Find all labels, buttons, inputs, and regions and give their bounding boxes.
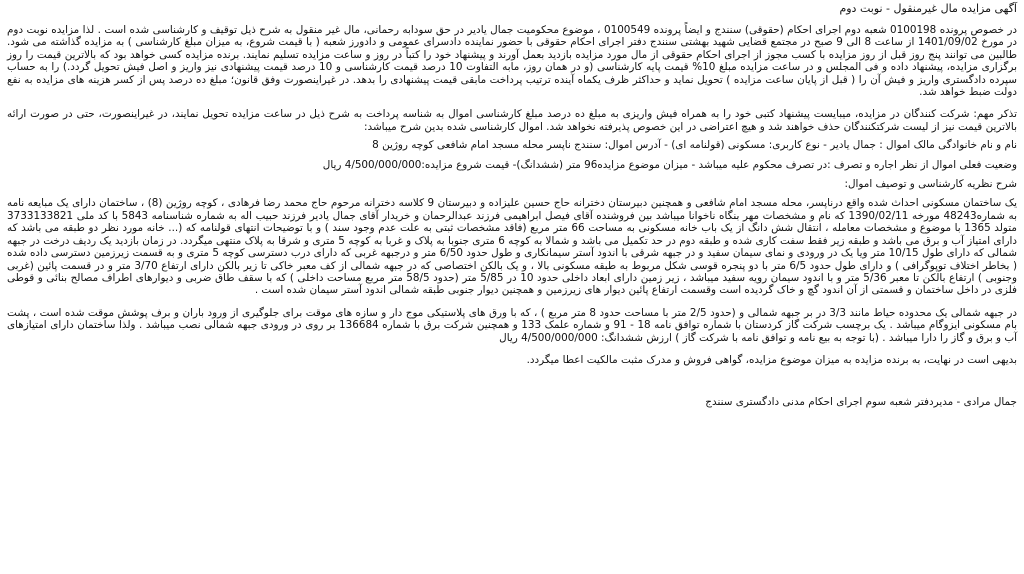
notice-title: آگهی مزایده مال غیرمنقول - نوبت دوم: [839, 2, 1017, 15]
intro-paragraph: در خصوص پرونده 0100198 شعبه دوم اجرای احکام (حقوقی) سنندج و ایضاً پرونده 0100549 ، موضوع محکومیت جمال یادیر در حق سودابه رحمانی، مال غیر منقول به شرح ذیل توقیف و کارشناسی شده است . لذا مزایده نوبت دوم در مورخ 1401/09/02 از ساعت 8 الی 9 صبح در مجتمع قضایی شهید بهشتی سنندج دفتر اجرای احکام حقوقی با حضور نماینده دادسرای عمومی و دادورز شعبه ( با قیمت شروع، به میزان مبلغ کارشناسی ) به مزایده گذاشته می شود. طالبین می توانند پنج روز قبل از روز مزایده با کسب مجوز از اجرای احکام حقوقی از مال مورد مزایده بازدید بعمل آورند و پیشنهاد خود را کتباً در روز و ساعت مزایده تسلیم نمایند. برنده مزایده کسی خواهد بود که بالاترین قیمت را روز برگزاری مزایده، پیشنهاد داده و فی المجلس و در ساعت مزایده مبلغ 10% قیمت پایه کارشناسی (و در همان روز، مابه التفاوت 10 درصد قیمت کارشناسی و 10 درصد قیمت پیشنهادی نیز واریز و اصل فیش تحویل گردد.) را به حساب سپرده دادگستری واریز و فیش آن را ( قبل از پایان ساعت مزایده ) تحویل نماید و حداکثر ظرف یکماه آینده ترتیب پرداخت مابقی قیمت پیشنهادی را بدهد. در غیراینصورت وفق قانون؛ مبلغ ده درصد پس از کسر هزینه های مزایده به نفع دولت ضبط خواهد شد.: [7, 24, 1017, 99]
expert-opinion-heading: شرح نظریه کارشناسی و توصیف اموال:: [844, 178, 1017, 191]
important-notice-paragraph: تذکر مهم: شرکت کنندگان در مزایده، میبایست پیشنهاد کتبی خود را به همراه فیش واریزی به مبلغ ده درصد مبلغ کارشناسی اموال به شناسه پرداخت به شرح ذیل در ساعت مزایده تحویل نمایند، در غیراینصورت، حتی در صورت ارائه بالاترین قیمت نیز از لیست شرکتکنندگان حذف خواهند شد و هیچ اعتراضی در این خصوص پذیرفته نخواهد شد. اموال کارشناسی شده بدین شرح میباشد:: [7, 108, 1017, 133]
property-description-paragraph: یک ساختمان مسکونی احداث شده واقع درناپسر، محله مسجد امام شافعی و همچنین دبیرستان دخترانه حاج حسین علیزاده و دبیرستان 9 کلاسه دخترانه مرحوم حاج محمد رضا فرهادی ، کوچه روژین (8) ، ساختمان دارای یک مبایعه نامه به شماره48243 مورخه 1390/02/11 که نام و مشخصات مهر بنگاه ناخوانا میباشد بین فروشنده آقای فیصل ابراهیمی فرزند عبدالرحمان و خریدار آقای جمال یادیر فرزند حبیب اله به شماره شناسنامه 5843 با کد ملی 3733133821 متولد 1365 با موضوع و مشخصات معامله ، انتقال شش دانگ از یک باب خانه مسکونی به مساحت 66 متر مربع (فاقد مشخصات ثبتی به علت عدم وجود سند ) و با توضیحات انتهای قولنامه که (... خانه مورد نظر دو طبقه می باشد که دارای امتیاز آب و برق می باشد و طبقه زیر فقط سفت کاری شده و طبقه دوم در حد تکمیل می باشد و شمالا به کوچه 6 متری جنوبا به پلاک و غربا به کوچه 5 متری و شرقا به پلاک منتهی میگردد. در زمان بازدید یک ردیف درخت در جبهه شمالی که دارای طول 10/15 متر ویا یک در ورودی و نمای سیمان سفید و در جبهه شرقی با اندود آستر سیمانکاری و طول حدود 6/50 متر و درجبهه غربی که دارای درب دسترسی کوچه 5 متری و به قسمت زیرزمین دسترسی داده شده ( بخاطر اختلاف توپوگرافی ) و دارای طول حدود 6/5 متر با دو پنجره قوسی شکل مربوط به طبقه مسکونی بالا ، و یک بالکن اختصاصی که در جبهه شمالی از کف معبر خاکی تا زیر بالکن دارای ارتفاع 3/70 متر و در قسمت پائین (غربی وجنوبی ) ارتفاع بالکن تا معبر 5/36 متر و با اندود سیمان رویه سفید میباشد ، زیر زمین دارای ابعاد داخلی حدود 10 در 5/85 متر (حدود 58/5 متر مربع مساحت داخلی ) که با سقف طاق ضربی و دیوارهای اطراف مصالح بنائی و قوطی فلزی در داخل ساختمان و قسمتی از آن اندود گچ و خاک گردیده است وقسمت ارتفاع پائین دیوار های زیرزمین و همچنین دیوار جنوبی طبقه شمالی اندود آستر سیمان شده است .: [7, 197, 1017, 297]
property-status-line: وضعیت فعلی اموال از نظر اجاره و تصرف :در تصرف محکوم علیه میباشد - میزان موضوع مزایده96 متر (ششدانگ)- قیمت شروع مزایده:4/500/000/000 ریال: [322, 158, 1017, 171]
owner-info-line: نام و نام خانوادگی مالک اموال : جمال یادیر - نوع کاربری: مسکونی (قولنامه ای) - آدرس اموال: سنندج ناپسر محله مسجد امام شافعی کوچه روژین 8: [372, 139, 1017, 152]
signature-line: جمال مرادی - مدیردفتر شعبه سوم اجرای احکام مدنی دادگستری سنندج: [705, 396, 1017, 409]
perimeter-paragraph: در جبهه شمالی یک محدوده حیاط مانند 3/3 در بر جبهه شمالی و (حدود 2/5 متر با مساحت حدود 8 متر مربع ) ، که با ورق های پلاستیکی موج دار و سازه های موقت برای جلوگیری از ورود باران و برف پوشش موقت شده است ، پشت بام مسکونی ایزوگام میباشد . یک برچسب شرکت گاز کردستان با شماره توافق نامه 18 - 91 و شماره علمک 133 و همچنین شرکت برق با شماره 136684 بر روی در ورودی جبهه شمالی نصب میباشد . ولذا ساختمان دارای امتیازهای آب و برق و گاز را دارا میباشد . (با توجه به بیع نامه و توافق نامه با شرکت گاز ) ارزش ششدانگ: 4/500/000/000 ریال: [7, 306, 1018, 344]
conclusion-paragraph: بدیهی است در نهایت، به برنده مزایده به میزان موضوع مزایده، گواهی فروش و مدرک مثبت مالکیت اعطا میگردد.: [526, 353, 1017, 366]
